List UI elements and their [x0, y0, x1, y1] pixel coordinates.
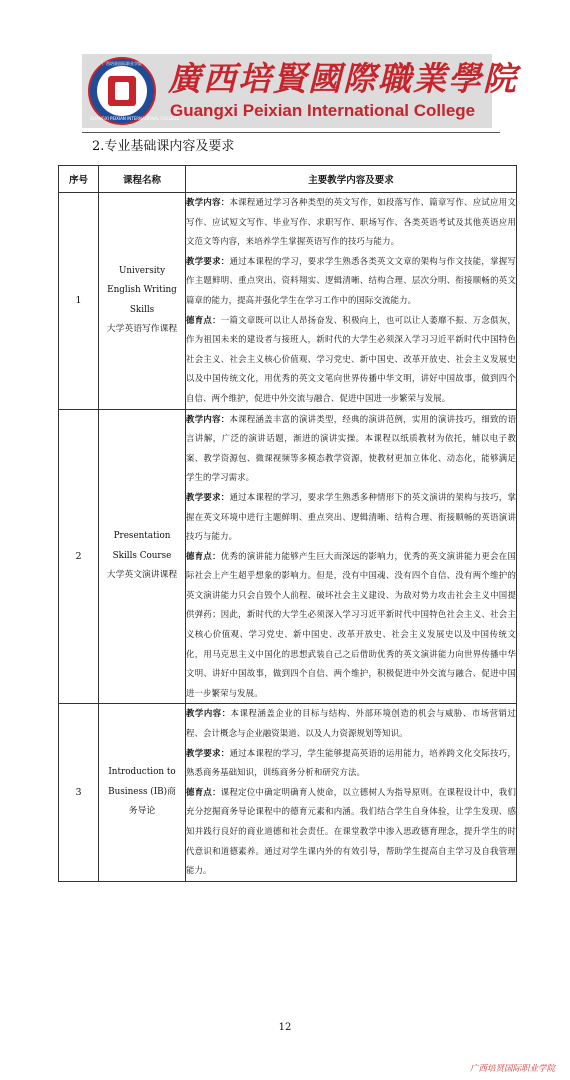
content-label: 教学内容：: [186, 708, 231, 719]
content-paragraph: [186, 547, 516, 704]
content-label: 教学要求：: [186, 747, 230, 758]
content-paragraph: [186, 311, 516, 409]
course-content-cell: [186, 409, 517, 704]
course-name-line: Skills: [129, 304, 155, 315]
content-label: 教学内容：: [186, 197, 230, 207]
row-index: 3: [59, 704, 99, 881]
content-text: 通过本课程的学习，要求学生熟悉多种情形下的英文演讲的架构与技巧，掌握在英文环境中进行主题鲜明、重点突出、逻辑清晰、结构合理、衔接顺畅的英语演讲技巧与能力。: [186, 491, 517, 542]
course-name-cell: [99, 704, 186, 881]
course-name-line: University: [118, 265, 166, 276]
table-row: [59, 409, 517, 704]
course-name-line: Skills Course: [112, 550, 172, 561]
content-text: 优秀的演讲能力能够产生巨大而深远的影响力，优秀的英文演讲能力更会在国际社会上产生超乎想象的影响力。但是，没有中国魂、没有四个自信、没有两个维护的英文演讲能力只会自毁个人前程、破坏社会主义建设、为敌对势力攻击社会主义中国提供弹药；因此，新时代的大学生必须深入学习习近平新时代中国特色社会主义、社会主义核心价值观、学习党史、新中国史、改革开放史、社会主义发展史以及中国传统文化，用马克思主义中国化的思想武装自己之后借助优秀的英文演讲能力向世界传播中华文明、讲好中国故事，做到四个自信、两个维护，积极促进中外交流与融合、促进中国进一步繁荣与发展。: [186, 550, 516, 698]
header-course-name: 课程名称: [99, 166, 186, 193]
course-content-cell: [186, 704, 517, 881]
course-name-cell: [99, 409, 186, 704]
table-row: [59, 704, 517, 881]
college-banner: [82, 54, 518, 128]
content-text: 通过本课程的学习，学生能够提高英语的运用能力，培养跨文化交际技巧，熟悉商务基础知识，训练商务分析和研究方法。: [186, 747, 517, 778]
course-name-line: Introduction to: [108, 767, 176, 778]
content-text: 通过本课程的学习，要求学生熟悉各类英文文章的架构与作文技能，掌握写作主题鲜明、重点突出、资料翔实、逻辑清晰、结构合理、层次分明、衔接顺畅的英文篇章的能力，提高并强化学生在学习工作中的国际交流能力。: [186, 255, 517, 305]
content-text: 一篇文章既可以让人昂扬奋发、积极向上，也可以让人萎靡不振、万念俱灰，作为祖国未来的建设者与接班人，新时代的大学生必须深入学习习近平新时代中国特色社会主义、社会主义核心价值观、学习党史、新中国史、改革开放史、社会主义发展史以及中国传统文化，用优秀的英文文笔向世界传播中华文明，讲好中国故事，做到四个自信、两个维护，促进中外交流与融合、促进中国进一步繁荣与发展。: [186, 314, 516, 403]
content-label: 教学要求：: [186, 255, 230, 266]
course-content-cell: [186, 193, 517, 410]
row-index: 2: [59, 409, 99, 704]
content-text: 本课程涵盖企业的目标与结构、外部环境创造的机会与威胁、市场营销过程、会计概念与企业融资渠道、以及人力资源规划等知识。: [186, 708, 516, 739]
footer-watermark: 广西培贤国际职业学院: [470, 1064, 556, 1074]
header-divider: [82, 132, 500, 133]
table-row: [59, 193, 517, 410]
content-paragraph: [186, 252, 516, 311]
course-name-line: 务导论: [128, 806, 156, 817]
row-index: 1: [59, 193, 99, 410]
content-text: 课程定位中确定明确育人使命，以立德树人为指导原则。在课程设计中，我们充分挖掘商务导论课程中的德育元素和内涵。我们结合学生自身体验，让学生发现、感知并践行良好的商业道德和社会责任。在课堂教学中渗入思政德育理念，提升学生的时代意识和道德素养。通过对学生课内外的有效引导，帮助学生提高自主学习及自我管理能力。: [186, 786, 516, 876]
content-label: 德育点：: [186, 786, 221, 797]
course-table: [58, 165, 517, 882]
content-label: 德育点：: [186, 314, 221, 325]
content-paragraph: [186, 744, 516, 783]
course-name-line: 大学英语写作课程: [106, 324, 178, 335]
content-text: 本课程通过学习各种类型的英文写作，如段落写作、篇章写作、应试应用文写作、应试短文写作、毕业写作、求职写作、职场写作、各类英语考试及其他英语应用文范文等内容，来培养学生掌握英语写作的技巧与能力。: [186, 197, 517, 247]
course-name-line: English Writing: [107, 285, 177, 296]
content-paragraph: [186, 410, 516, 488]
course-name-cell: [99, 193, 186, 410]
building-icon: [108, 76, 136, 106]
content-label: 德育点：: [186, 550, 221, 561]
seal-text-top: 广西培贤国际职业学院: [102, 61, 142, 66]
college-seal-logo: [88, 57, 179, 125]
section-title: 2.专业基础课内容及要求: [92, 139, 235, 154]
page-number: 12: [278, 1022, 292, 1033]
content-label: 教学内容：: [186, 413, 230, 424]
content-label: 教学要求：: [186, 491, 230, 502]
course-name-line: Presentation: [113, 531, 171, 542]
college-name-english: Guangxi Peixian International College: [170, 101, 476, 120]
content-text: 本课程涵盖丰富的演讲类型，经典的演讲范例，实用的演讲技巧，细致的语言讲解，广泛的演讲话题，渐进的演讲实操。本课程以纸质教材为依托，辅以电子教案、教学资源包、微课视频等多模态教学资源，使教材更加立体化、动态化，能够满足学生的学习需求。: [186, 413, 517, 483]
content-paragraph: [186, 783, 516, 881]
seal-text-bottom: GUANGXI PEIXIAN INTERNATIONAL COLLEGE: [90, 116, 179, 121]
table-header-row: [59, 166, 517, 193]
header-content: 主要教学内容及要求: [186, 166, 517, 193]
content-paragraph: [186, 488, 516, 547]
college-name-chinese: 廣西培賢國際職業學院: [168, 59, 518, 98]
course-name-line: Business (IB)商: [108, 786, 176, 797]
content-paragraph: [186, 704, 516, 743]
course-name-line: 大学英文演讲课程: [106, 570, 178, 581]
content-paragraph: [186, 193, 516, 252]
header-index: 序号: [59, 166, 99, 193]
